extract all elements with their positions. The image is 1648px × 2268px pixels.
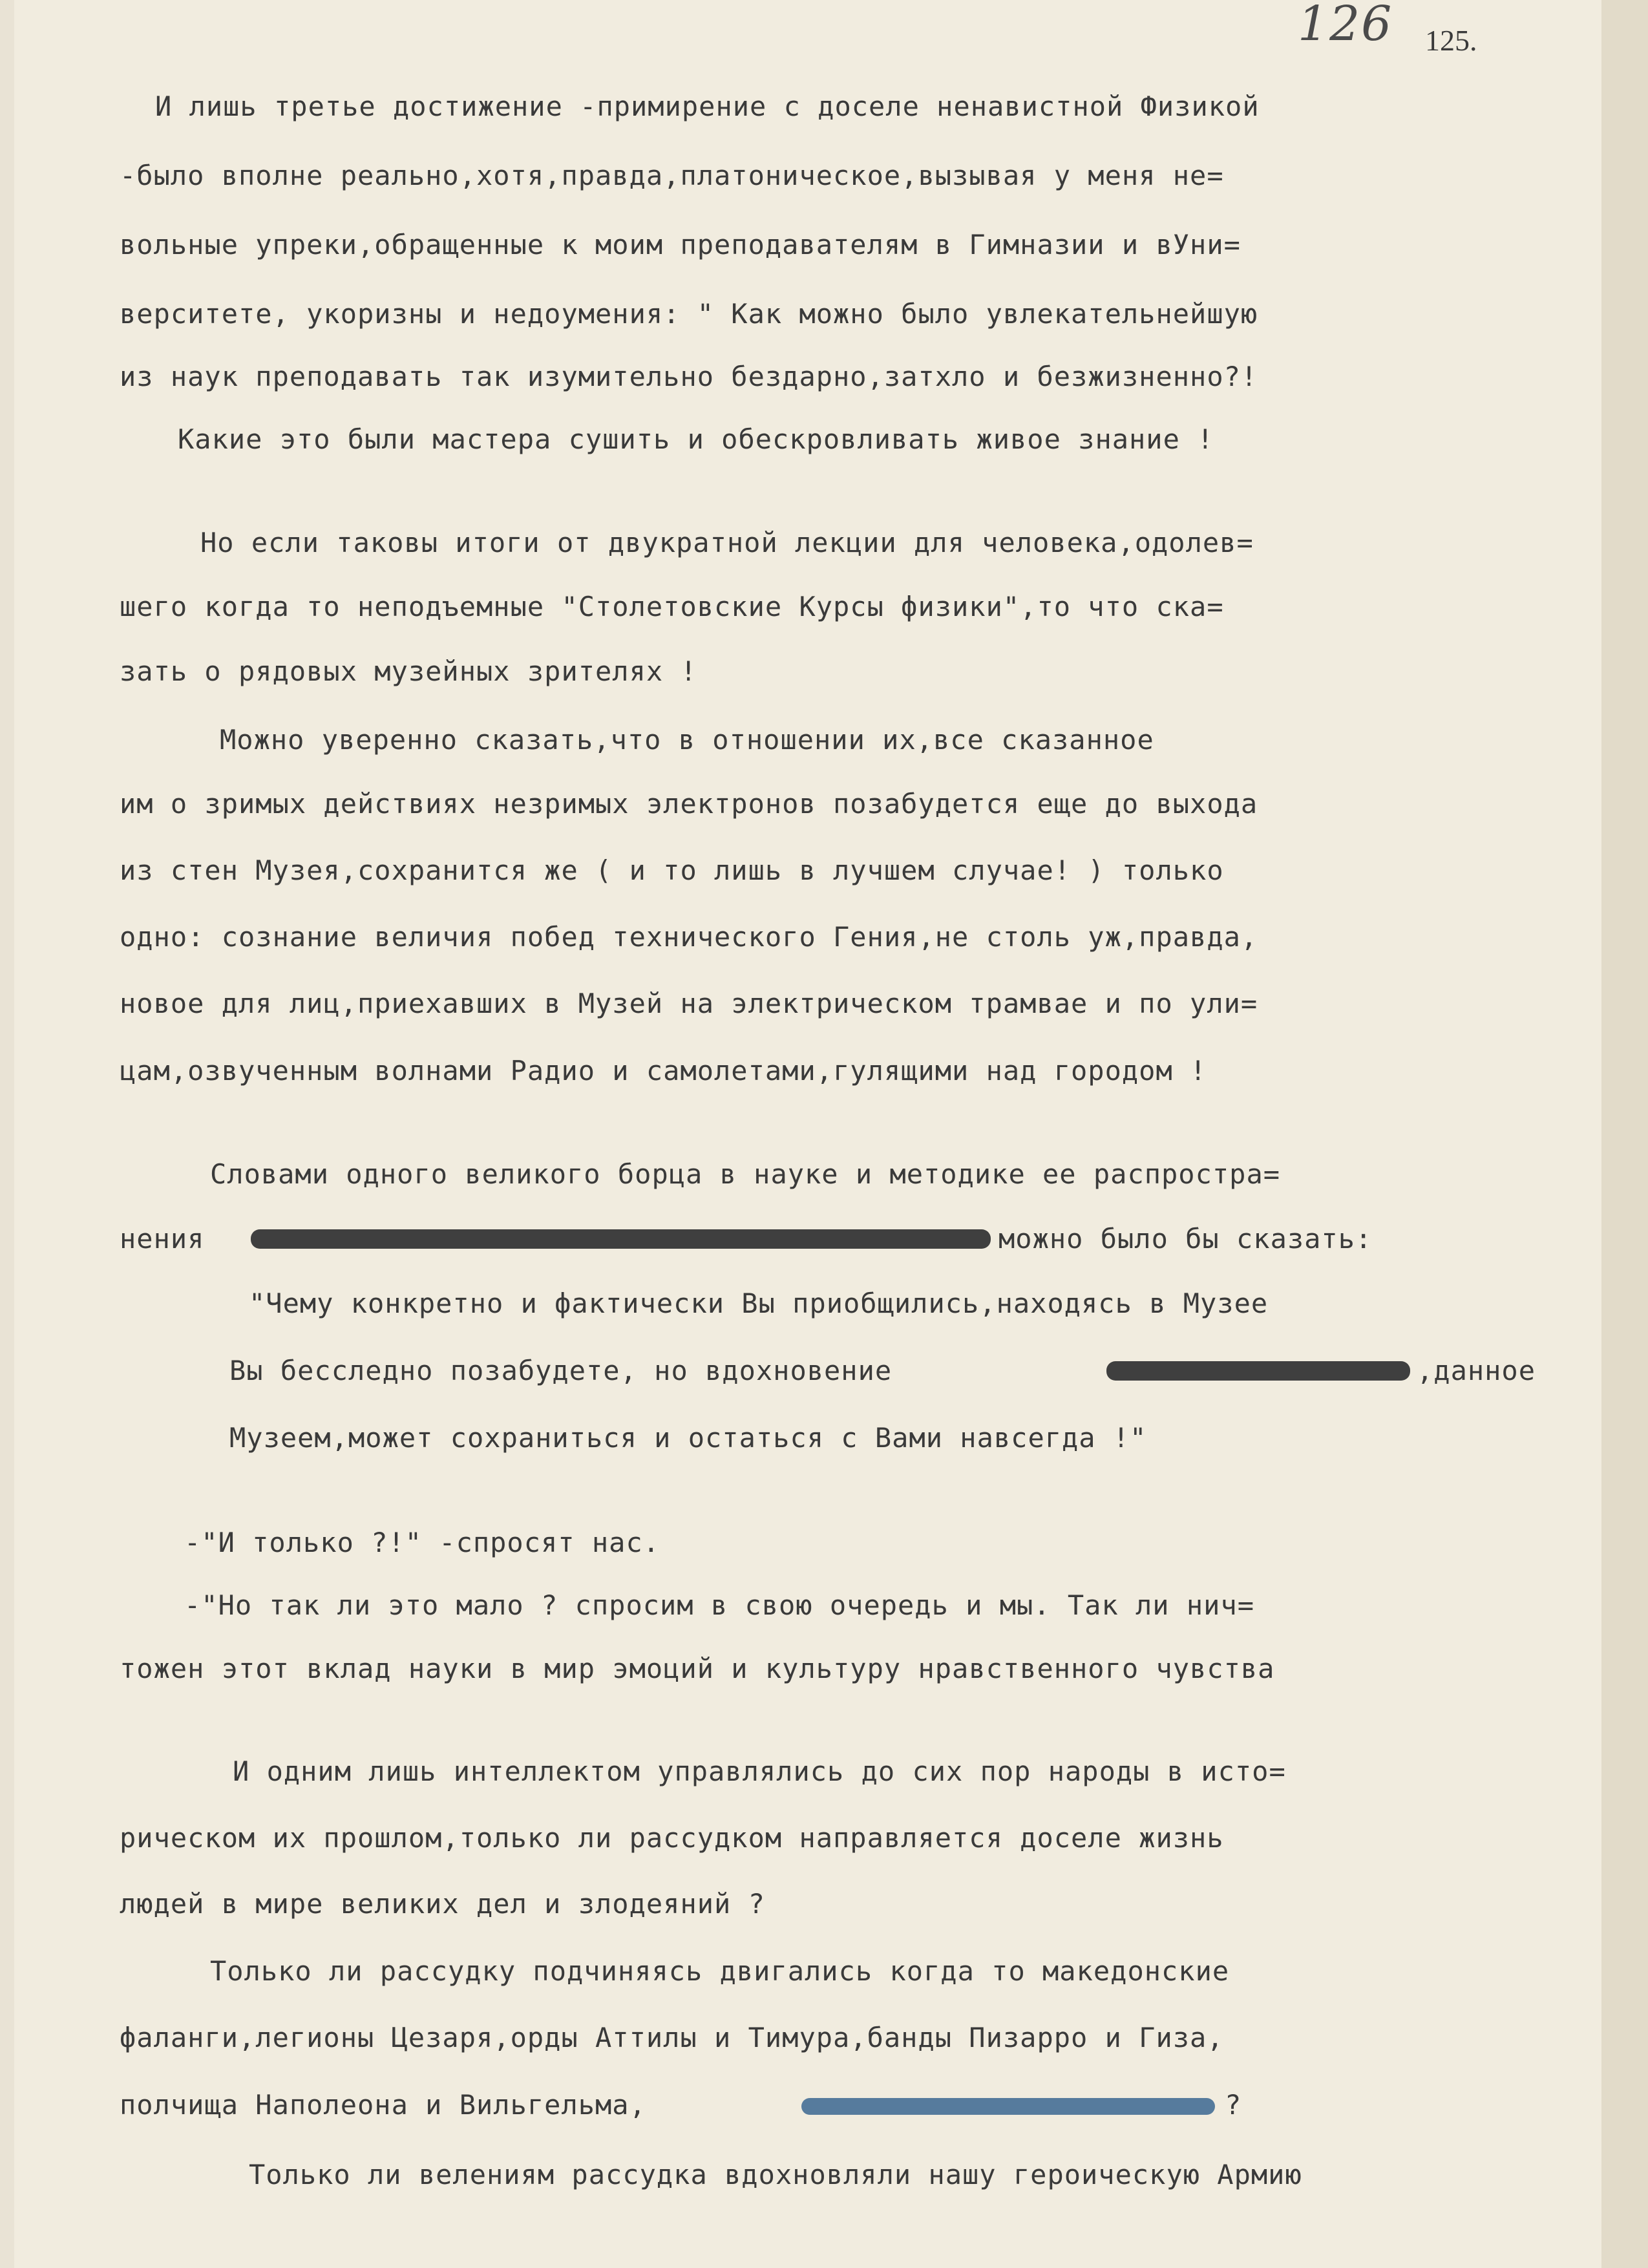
text-line: Словами одного великого борца в науке и методике ее распростра= xyxy=(210,1158,1281,1190)
text-line: можно было бы сказать: xyxy=(998,1223,1373,1255)
text-line: Но если таковы итоги от двукратной лекции для человека,одолев= xyxy=(200,527,1254,558)
text-line: одно: сознание величия побед технического Гения,не столь уж,правда, xyxy=(120,921,1258,953)
quote-line: Вы бесследно позабудете, но вдохновение xyxy=(229,1355,893,1386)
dialog-line: -"И только ?!" -спросят нас. xyxy=(184,1527,660,1558)
text-line: нения xyxy=(120,1223,205,1255)
text-line: зать о рядовых музейных зрителях ! xyxy=(120,655,697,687)
text-line: из наук преподавать так изумительно бездарно,затхло и безжизненно?! xyxy=(120,361,1258,392)
redaction-mark xyxy=(251,1229,991,1249)
text-line: новое для лиц,приехавших в Музей на электрическом трамвае и по ули= xyxy=(120,988,1258,1019)
text-line: шего когда то неподъемные "Столетовские Курсы физики",то что ска= xyxy=(120,591,1224,622)
text-line: -было вполне реально,хотя,правда,платоническое,вызывая у меня не= xyxy=(120,160,1224,191)
text-line: рическом их прошлом,только ли рассудком направляется доселе жизнь xyxy=(120,1822,1224,1854)
redaction-mark xyxy=(801,2098,1215,2115)
dialog-line: -"Но так ли это мало ? спросим в свою очередь и мы. Так ли нич= xyxy=(184,1589,1255,1621)
text-line: ? xyxy=(1225,2089,1242,2121)
page-margin-strip xyxy=(1601,0,1648,2268)
page-number: 125. xyxy=(1425,24,1477,57)
text-line: цам,озвученным волнами Радио и самолетами,гулящими над городом ! xyxy=(120,1055,1207,1086)
text-line: вольные упреки,обращенные к моим преподавателям в Гимназии и вУни= xyxy=(120,229,1241,260)
text-line: тожен этот вклад науки в мир эмоций и культуру нравственного чувства xyxy=(120,1653,1275,1684)
text-line: И одним лишь интеллектом управлялись до сих пор народы в исто= xyxy=(233,1755,1286,1787)
text-line: из стен Музея,сохранится же ( и то лишь в лучшем случае! ) только xyxy=(120,854,1224,886)
text-line: Какие это были мастера сушить и обескровливать живое знание ! xyxy=(178,423,1214,455)
page-edge-shadow xyxy=(0,0,14,2268)
text-line: им о зримых действиях незримых электронов позабудется еще до выхода xyxy=(120,788,1258,820)
text-line: Можно уверенно сказать,что в отношении их,все сказанное xyxy=(220,724,1154,756)
text-line: полчища Наполеона и Вильгельма, xyxy=(120,2089,646,2121)
quote-line: ,данное xyxy=(1417,1355,1536,1386)
text-line: людей в мире великих дел и злодеяний ? xyxy=(120,1888,765,1920)
quote-line: Музеем,может сохраниться и остаться с Вами навсегда !" xyxy=(229,1422,1147,1454)
text-line: фаланги,легионы Цезаря,орды Аттилы и Тимура,банды Пизарро и Гиза, xyxy=(120,2022,1224,2053)
text-line: И лишь третье достижение -примирение с доселе ненавистной Физикой xyxy=(155,90,1260,122)
quote-line: "Чему конкретно и фактически Вы приобщились,находясь в Музее xyxy=(249,1288,1269,1319)
archive-number: 126 xyxy=(1298,0,1393,52)
text-line: Только ли велениям рассудка вдохновляли нашу героическую Армию xyxy=(249,2159,1302,2190)
redaction-mark xyxy=(1106,1361,1410,1381)
text-line: верситете, укоризны и недоумения: " Как можно было увлекательнейшую xyxy=(120,298,1258,330)
text-line: Только ли рассудку подчиняясь двигались когда то македонские xyxy=(210,1955,1230,1987)
